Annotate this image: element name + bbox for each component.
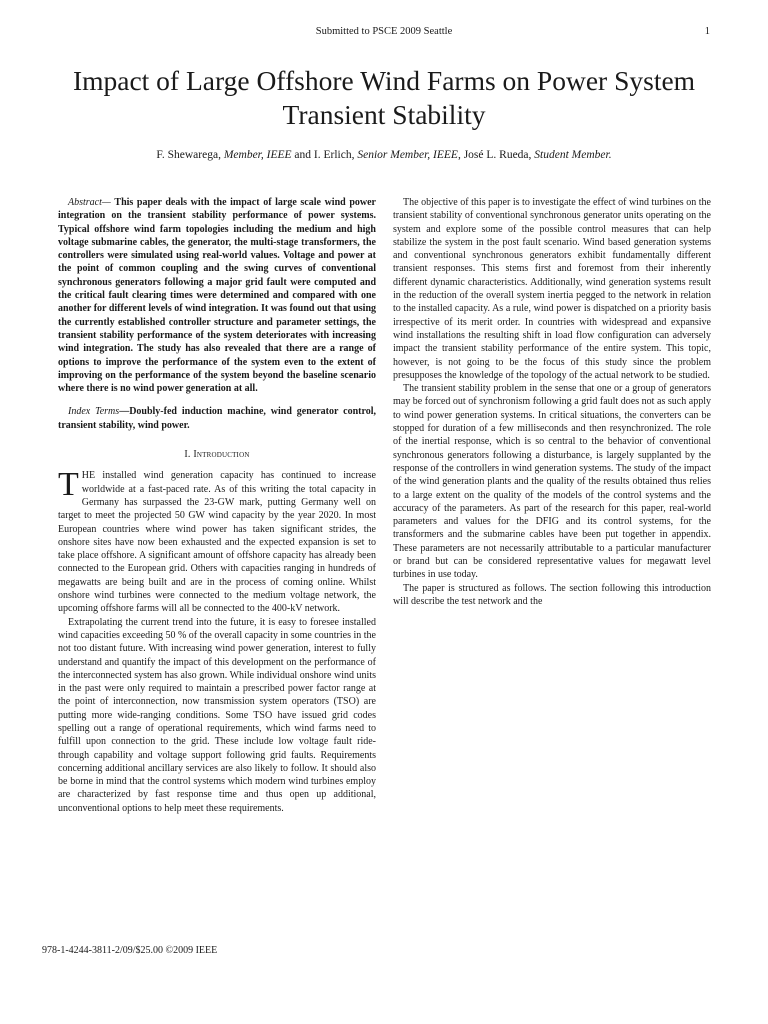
intro-paragraph-1 [58,466,376,615]
index-terms [58,405,376,432]
author-separator: , [457,149,464,161]
index-terms-text: —Doubly-fed induction machine, wind generator control, transient stability, wind power. [58,406,377,431]
abstract [58,196,376,395]
section-title: Introduction [193,449,250,461]
intro-paragraph-1-text: HE installed wind generation capacity has continued to increase worldwide at a fast-paced rate. As of this writing the total capacity in Germany has surpassed the 23-GW mark, putting Germany well on target to meet the projected 50 GW wind capacity by the year 2020. In most European countries where wind power has taken significant strides, the onshore sites have now been exhausted and the expected expansion is set to take place offshore. A significant amount of offshore capacity has already been connected to the European grid. Others with capacities ranging in hundreds of megawatts are being built and are in the process of coming online. Whilst onshore wind turbines were connected to the medium voltage network, the upcoming offshore farms will all be connected to the 400-kV network. [58,470,376,615]
left-column [58,196,376,815]
author-1-role: Member, IEEE [223,149,292,161]
running-header: Submitted to PSCE 2009 Seattle [315,26,453,37]
intro-paragraph-3: The objective of this paper is to investigate the effect of wind turbines on the transient stability of conventional synchronous generator units operating on the system and explore some of the possible control measures that can help stabilize the system in the post fault scenario. Wind based generation systems and conventional synchronous generators exhibit fundamentally different transient responses. This stems first and foremost from their inherently different dynamic characteristics. Additionally, wind generation systems result in the reduction of the overall system inertia pegged to the network in relation to the installed capacity. As a rule, wind power is dispatched on a priority basis irrespective of its merit order. In countries with widespread and expansive wind installations the resulting shift in load flow configuration can adversely impact the transient stability performance of the entire system. This topic, however, is not going to be the focus of this study since the problem presupposes the knowledge of the topology of the actual network to be studied. [393,197,711,381]
drop-cap: T [58,466,79,504]
paper-title: Impact of Large Offshore Wind Farms on Power System Transient Stability [72,65,696,130]
author-2-role: Senior Member, IEEE [357,149,458,161]
author-2: I. Erlich, [313,149,358,161]
copyright-footer: 978-1-4244-3811-2/09/$25.00 ©2009 IEEE [42,945,218,956]
abstract-lead: Abstract— [68,197,115,208]
author-3-role: Student Member. [534,149,612,161]
intro-paragraph-5: The paper is structured as follows. The section following this introduction will describe the test network and the [393,582,711,607]
section-heading-introduction [58,448,376,461]
author-3: José L. Rueda, [463,149,535,161]
intro-paragraph-4: The transient stability problem in the sense that one or a group of generators may be forced out of synchronism following a grid fault does not as such apply to wind power generation systems. In critical situations, the converters can be stopped for duration of a few milliseconds and then resynchronized. The role of the inertial response, which is so central to the behavior of conventional synchronous generators following a disturbance, is largely supplanted by the response of the controllers in wind generation systems. The study of the impact of the wind generation plants and the quality of the results obtained thus relies to a large extent on the quality of the models of the control systems and the accuracy of the parameters. As part of the research for this paper, real-world parameters and values for the DFIG and its control systems, for the transformers and the submarine cables have been put together in appendix. These parameters are not necessarily attributable to a particular manufacturer or brand but can be considered representative values for megawatt level turbines in use today. [393,383,711,581]
intro-paragraph-2: Extrapolating the current trend into the future, it is easy to foresee installed wind capacities exceeding 50 % of the overall capacity in some countries in the not too distant future. With increasing wind power generation, interest to fully understand and quantify the impact of this development on the performance of the interconnected system has also grown. While individual onshore wind units in the past were only required to maintain a prescribed power factor range at the point of interconnection, now transmission system operators (TSO) are putting more wide-ranging conditions. Some TSO have issued grid codes spelling out a range of operational requirements, which wind farms need to fulfill upon connection to the grid. These include low voltage fault ride-through capability and voltage support following grid faults. Requirements concerning additional ancillary services are also likely to follow. It should also be borne in mind that the control systems which modern wind turbines employ are characterized by fast response time and thus open up additional, unconventional options to help meet these requirements. [58,616,376,814]
author-line [0,149,768,161]
abstract-text: This paper deals with the impact of large scale wind power integration on the transient stability performance of power systems. Typical offshore wind farm topologies including the medium and high voltage submarine cables, the generator, the multi-stage transformers, the controllers were simulated using real-world values. Voltage and power at the point of common coupling and the swing curves of conventional synchronous generators following a major grid fault were computed and the critical fault clearing times were determined and compared with one another for different levels of wind integration. It was found out that using the currently established controller structure and parameter settings, the transient stability performance of the system deteriorates with increasing wind integration. The study has also revealed that there are a range of options to improve the performance of the system even to the extent of improving on the performance of the system beyond the baseline scenario where there is no wind power generation at all. [58,197,376,395]
author-1: F. Shewarega, [156,149,224,161]
page-number: 1 [704,26,710,37]
section-number: I. [184,449,194,461]
author-conjunction: and [291,149,314,161]
index-terms-lead: Index Terms [68,406,120,418]
right-column [393,196,711,608]
